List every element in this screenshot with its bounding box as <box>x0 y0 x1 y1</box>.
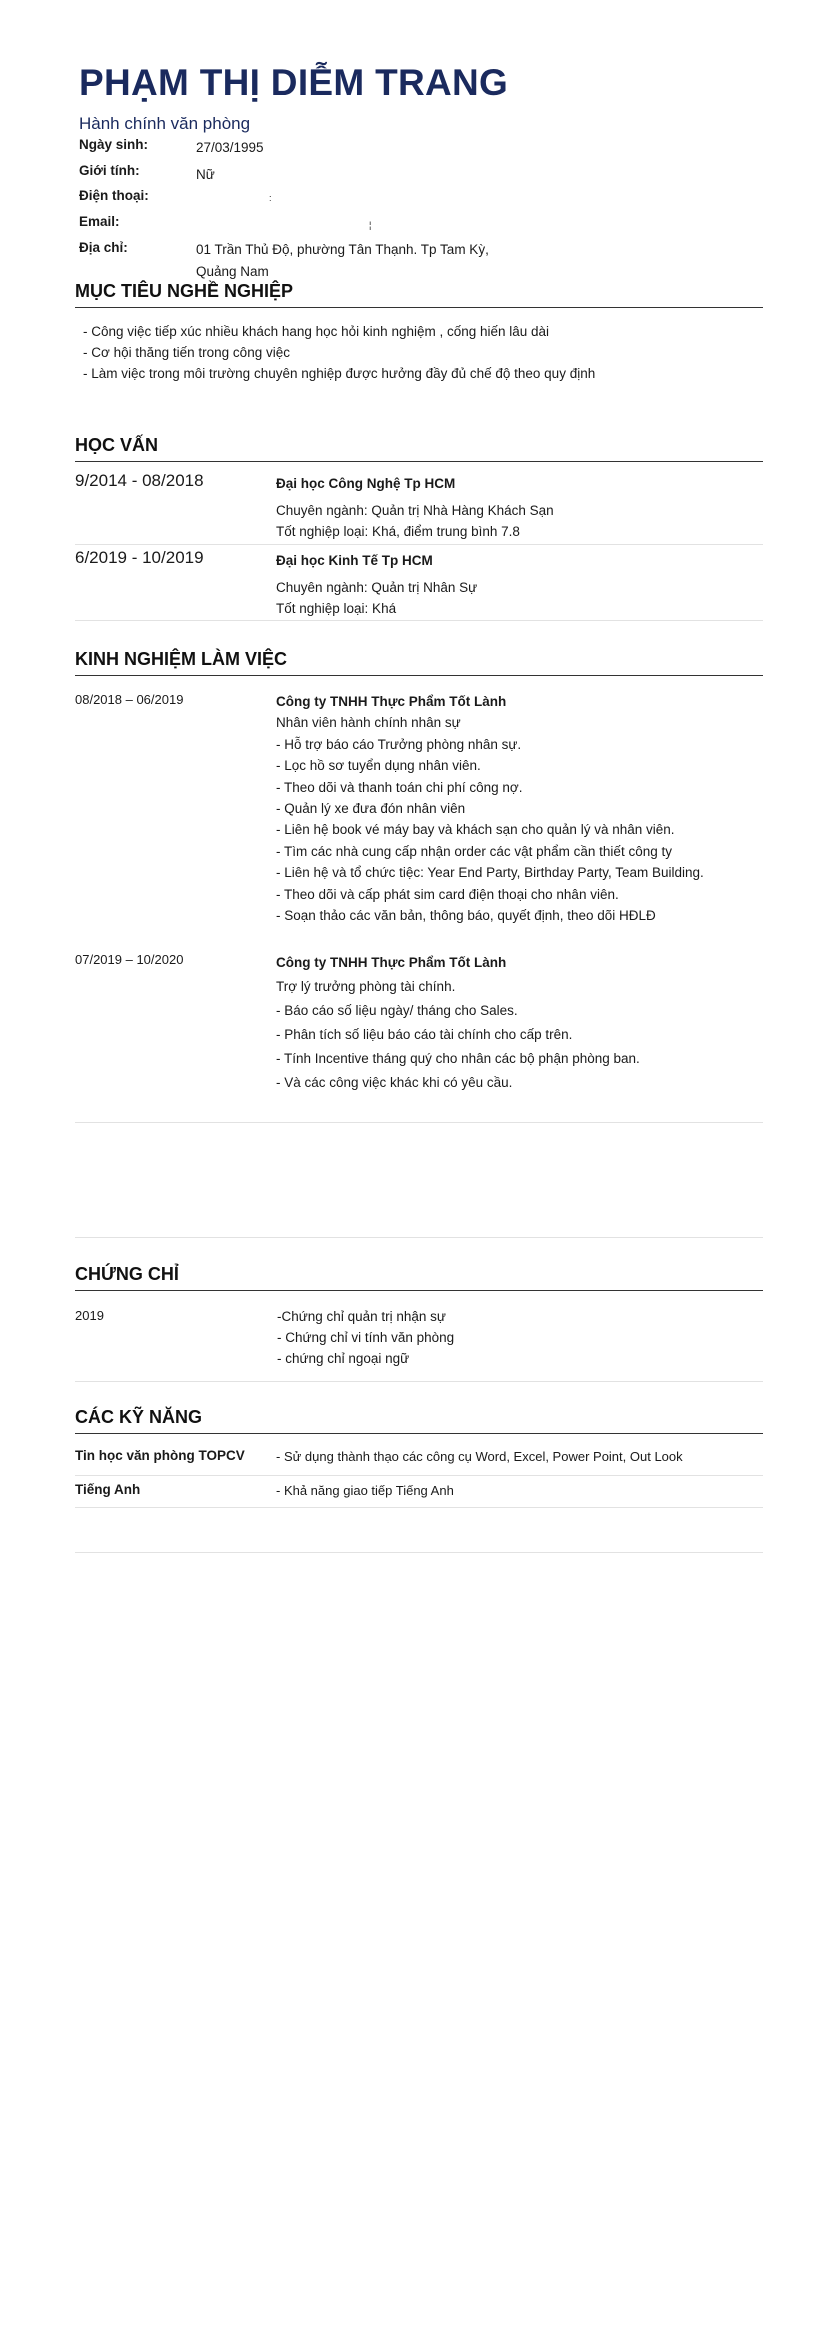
address-line: Quảng Nam <box>196 264 269 279</box>
row-divider <box>75 1122 763 1123</box>
objective-item: - Cơ hội thăng tiến trong công việc <box>83 345 290 360</box>
info-label: Điện thoại: <box>79 188 149 203</box>
info-label: Địa chỉ: <box>79 240 128 255</box>
education-entry <box>276 550 477 619</box>
task-item: - Tìm các nhà cung cấp nhận order các vật phẩm cần thiết công ty <box>276 843 672 859</box>
job-role: Trợ lý trưởng phòng tài chính. <box>276 979 456 994</box>
experience-entry <box>276 691 704 926</box>
task-item: - Hỗ trợ báo cáo Trưởng phòng nhân sự. <box>276 736 522 752</box>
row-divider <box>75 1507 763 1508</box>
task-item: - Tính Incentive tháng quý cho nhân các bộ phận phòng ban. <box>276 1051 640 1066</box>
job-title: Hành chính văn phòng <box>79 114 251 133</box>
education-major: Chuyên ngành: Quản trị Nhân Sự <box>276 580 478 595</box>
info-label: Giới tính: <box>79 163 140 178</box>
info-value <box>196 239 489 283</box>
section-heading-education: HỌC VẤN <box>75 435 763 462</box>
objective-item: - Công việc tiếp xúc nhiều khách hang học hỏi kinh nghiệm , cống hiến lâu dài <box>83 324 550 339</box>
education-date: 9/2014 - 08/2018 <box>75 471 204 490</box>
education-grade: Tốt nghiệp loại: Khá <box>276 601 397 616</box>
certificate-item: -Chứng chỉ quản trị nhận sự <box>277 1309 446 1324</box>
school-name: Đại học Công Nghệ Tp HCM <box>276 476 456 491</box>
section-heading-skills: CÁC KỸ NĂNG <box>75 1407 763 1434</box>
task-item: - Soạn thảo các văn bản, thông báo, quyết định, theo dõi HĐLĐ <box>276 908 656 924</box>
company-name: Công ty TNHH Thực Phẩm Tốt Lành <box>276 955 507 970</box>
education-entry <box>276 473 554 542</box>
task-item: - Và các công việc khác khi có yêu cầu. <box>276 1075 513 1090</box>
company-name: Công ty TNHH Thực Phẩm Tốt Lành <box>276 694 507 709</box>
education-grade: Tốt nghiệp loại: Khá, điểm trung bình 7.8 <box>276 524 520 539</box>
skill-name: Tiếng Anh <box>75 1482 141 1497</box>
task-item: - Liên hệ và tổ chức tiệc: Year End Party, Birthday Party, Team Building. <box>276 865 704 881</box>
candidate-name: PHẠM THỊ DIỄM TRANG <box>79 62 509 103</box>
education-major: Chuyên ngành: Quản trị Nhà Hàng Khách Sạn <box>276 503 554 518</box>
section-heading-experience: KINH NGHIỆM LÀM VIỆC <box>75 649 763 676</box>
row-divider <box>75 1381 763 1382</box>
info-value: : <box>269 193 272 203</box>
row-divider <box>75 1237 763 1238</box>
objective-list <box>83 321 595 384</box>
experience-date: 07/2019 – 10/2020 <box>75 952 184 967</box>
objective-item: - Làm việc trong môi trường chuyên nghiệp được hưởng đầy đủ chế độ theo quy định <box>83 366 596 381</box>
skill-description: - Khả năng giao tiếp Tiếng Anh <box>276 1483 454 1498</box>
task-item: - Quản lý xe đưa đón nhân viên <box>276 801 466 817</box>
education-date: 6/2019 - 10/2019 <box>75 548 204 567</box>
info-value: ¦ <box>369 220 372 230</box>
experience-date: 08/2018 – 06/2019 <box>75 692 184 707</box>
certificate-list <box>277 1306 454 1369</box>
address-line: 01 Trần Thủ Độ, phường Tân Thạnh. Tp Tam Kỳ, <box>196 242 489 257</box>
info-label: Email: <box>79 214 120 229</box>
task-item: - Báo cáo số liệu ngày/ tháng cho Sales. <box>276 1003 518 1018</box>
task-item: - Liên hệ book vé máy bay và khách sạn cho quản lý và nhân viên. <box>276 822 675 838</box>
info-label: Ngày sinh: <box>79 137 149 152</box>
school-name: Đại học Kinh Tế Tp HCM <box>276 553 433 568</box>
section-heading-certificates: CHỨNG CHỈ <box>75 1264 763 1291</box>
certificate-year: 2019 <box>75 1308 104 1323</box>
task-item: - Theo dõi và cấp phát sim card điện thoại cho nhân viên. <box>276 886 619 902</box>
info-value: Nữ <box>196 167 215 182</box>
certificate-item: - Chứng chỉ vi tính văn phòng <box>277 1330 455 1345</box>
row-divider <box>75 620 763 621</box>
task-item: - Lọc hồ sơ tuyển dụng nhân viên. <box>276 758 481 774</box>
certificate-item: - chứng chỉ ngoại ngữ <box>277 1351 410 1366</box>
experience-entry <box>276 951 640 1095</box>
row-divider <box>75 1475 763 1476</box>
section-heading-objective: MỤC TIÊU NGHỀ NGHIỆP <box>75 281 763 308</box>
skill-name: Tin học văn phòng TOPCV <box>75 1448 245 1463</box>
row-divider <box>75 544 763 545</box>
info-value: 27/03/1995 <box>196 140 264 155</box>
row-divider <box>75 1552 763 1553</box>
task-item: - Theo dõi và thanh toán chi phí công nợ. <box>276 779 523 795</box>
skill-description: - Sử dụng thành thạo các công cụ Word, Excel, Power Point, Out Look <box>276 1449 683 1464</box>
job-role: Nhân viên hành chính nhân sự <box>276 715 461 731</box>
task-item: - Phân tích số liệu báo cáo tài chính cho cấp trên. <box>276 1027 573 1042</box>
